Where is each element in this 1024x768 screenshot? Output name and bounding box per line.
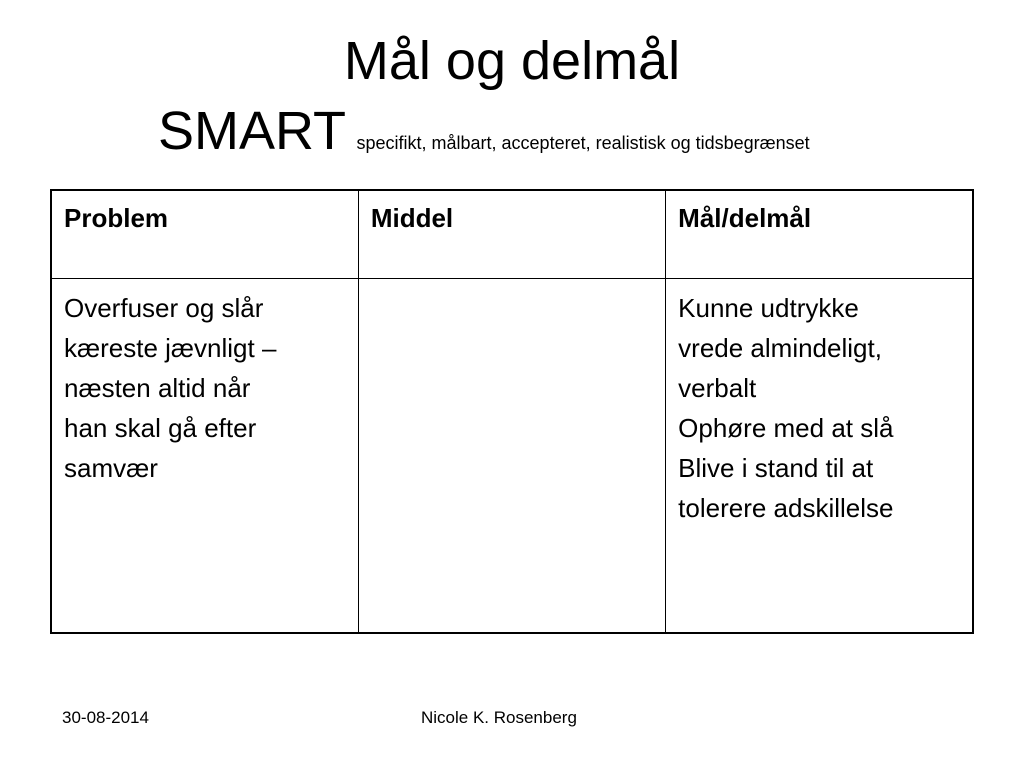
- cell-problem: [51, 279, 358, 634]
- header-problem: Problem: [51, 190, 358, 279]
- footer-author: Nicole K. Rosenberg: [421, 708, 577, 727]
- table-header-row: [51, 190, 973, 279]
- table-row: [51, 279, 973, 634]
- smart-acronym: SMART: [158, 101, 347, 161]
- problem-line: samvær: [64, 453, 158, 483]
- goal-line: verbalt: [678, 373, 757, 403]
- goals-table: [50, 189, 974, 634]
- problem-line: kæreste jævnligt –: [64, 333, 277, 363]
- smart-description: specifikt, målbart, accepteret, realistisk og tidsbegrænset: [356, 133, 810, 153]
- problem-line: næsten altid når: [64, 373, 251, 403]
- header-middel: Middel: [358, 190, 665, 279]
- goal-line: Ophøre med at slå: [678, 413, 894, 443]
- slide-title: Mål og delmål: [343, 31, 681, 91]
- footer-date: 30-08-2014: [62, 708, 149, 727]
- cell-goal: [666, 279, 973, 634]
- goal-line: tolerere adskillelse: [678, 493, 894, 523]
- smart-subtitle: [158, 100, 810, 162]
- goal-line: vrede almindeligt,: [678, 333, 882, 363]
- goal-line: Kunne udtrykke: [678, 293, 859, 323]
- problem-line: Overfuser og slår: [64, 293, 264, 323]
- problem-line: han skal gå efter: [64, 413, 257, 443]
- goal-line: Blive i stand til at: [678, 453, 874, 483]
- cell-middel: [358, 279, 665, 634]
- header-goal: Mål/delmål: [666, 190, 973, 279]
